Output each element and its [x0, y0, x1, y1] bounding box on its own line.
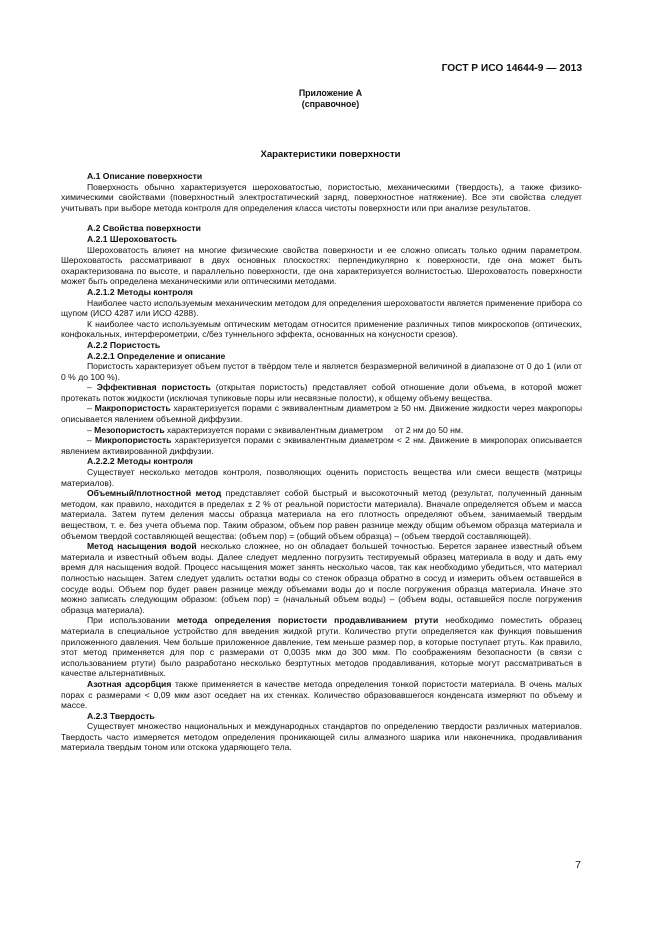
paragraph-a1: Поверхность обычно характеризуется шероховатостью, пористостью, механическими (твердость), а также физико-химическими свойствами (поверхностный электростатический заряд, поверхностное натяжение). Все эти свойства следует учитывать при выборе метода контроля для определения класса чистоты поверхности или при анализе результатов. [61, 181, 582, 213]
annex-title: Приложение А [298, 88, 363, 98]
paragraph-nitrogen-adsorption [61, 679, 582, 711]
term-microporosity: Микропористость [94, 435, 172, 446]
paragraph-volumetric-method [61, 488, 582, 541]
section-heading-a21: А.2.1 Шероховатость [87, 233, 177, 244]
document-body [61, 171, 582, 753]
term-macroporosity: Макропористость [94, 403, 171, 414]
term-volumetric-method: Объемный/плотностной метод [87, 488, 222, 499]
paragraph-a212-1: Наиболее часто используемым механическим методом для определения шероховатости является применение прибора со щупом (ИСО 4287 или ИСО 4288). [61, 297, 582, 319]
paragraph-microporosity [61, 435, 582, 456]
section-heading-a22: А.2.2 Пористость [87, 339, 161, 350]
text-mesoporosity: характеризуется порами с эквивалентным диаметром от 2 нм до 50 нм. [164, 424, 464, 435]
text-microporosity: характеризуется порами с эквивалентным диаметром < 2 нм. Движение в микропорах описывается явлением активированной диффузии. [61, 435, 582, 456]
paragraph-a21: Шероховатость влияет на многие физические свойства поверхности и ее сложно описать только одним параметром. Шероховатость рассматривают в двух основных плоскостях: перпендикулярно к поверхности, где она может быть охарактеризована по высоте, и параллельно поверхности, где она характеризуется волнистостью. Шероховатость поверхности может быть определена механическими или оптическими методами. [61, 244, 582, 287]
section-heading-a1: А.1 Описание поверхности [87, 171, 203, 181]
term-nitrogen-adsorption: Азотная адсорбция [87, 678, 172, 689]
section-heading-a222: А.2.2.2 Методы контроля [87, 456, 193, 467]
section-heading-a2: А.2 Свойства поверхности [87, 223, 201, 234]
paragraph-a23: Существует множество национальных и международных стандартов по определению твердости различных материалов. Твердость часто измеряется методом определения проникающей силы алмазного шарика или наконечника, продавливания материала твердым тоном или отскока ударяющего тела. [61, 721, 582, 753]
section-heading-a23: А.2.3 Твердость [87, 710, 155, 721]
paragraph-mercury-method [61, 615, 582, 679]
annex-subtitle: (справочное) [301, 99, 360, 109]
text-water-saturation: несколько сложнее, но он обладает большей точностью. Берется заранее известный объем материала и известный объем воды. Далее следует медленно погрузить тестируемый образец материала в воду и дать ему время для насыщения водой. Процесс насыщения может занять несколько часов, так как необходимо убедиться, что материал полностью насыщен. Затем следует удалить остатки воды со стенок образца обратно в сосуд и измерить объем оставшейся в сосуде воды. Объем пор будет равен разнице между объемами воды до и после погружения образца материала. Иначе это можно записать следующим образом: (объем пор) = (начальный объем воды) – (объем воды, оставшейся после погружения образца материала). [61, 541, 583, 615]
text-mercury-pre: При использовании [87, 615, 177, 626]
text-volumetric-method: представляет собой быстрый и высокоточный метод (результат, полученный данным методом, как правило, находится в пределах ± 2 % от реальной пористости материала). Вначале определяется объем и масса материала. Затем путем деления массы образца материала на его плотность определяют объем, занимаемый твердым веществом, т. е. без учета объема пор. Таким образом, объем пор равен разнице между общим объемом образца материала и объемом твердой составляющей вещества: (объем пор) = (общий объем образца) – (объем твердой составляющей). [61, 488, 582, 541]
paragraph-water-saturation [61, 541, 582, 615]
document-code: ГОСТ Р ИСО 14644-9 — 2013 [441, 63, 582, 74]
paragraph-macroporosity [61, 403, 582, 424]
text-mercury-method: необходимо поместить образец материала в специальное устройство для введения жидкой ртути. Количество ртути определяется как функция повышения приложенного давления. Чем больше приложенное давление, тем меньше размер пор, в которые поступает ртуть. Как правило, этот метод применяется для пор с размерами от 0,0035 мкм до 300 мкм. По соображениям безопасности (в связи с использованием ртути) было разработано несколько безртутных методов продавливания, которые могут рассматриваться в качестве альтернативных. [61, 615, 582, 679]
paragraph-a222-1: Существует несколько методов контроля, позволяющих оценить пористость вещества или смеси веществ (матрицы материалов). [61, 467, 582, 488]
section-heading-a212: А.2.1.2 Методы контроля [87, 286, 193, 297]
section-heading-a221: А.2.2.1 Определение и описание [87, 350, 226, 361]
term-effective-porosity: Эффективная пористость [96, 382, 211, 393]
dash: – [87, 424, 95, 435]
term-mesoporosity: Мезопористость [94, 424, 165, 435]
paragraph-a212-2: К наиболее часто используемым оптическим методам относится применение различных типов микроскопов (оптических, конфокальных, интерферометрии, с/без туннельного эффекта, основанных на конусности срезов). [61, 318, 582, 340]
main-title: Характеристики поверхности [260, 149, 401, 160]
dash: – [87, 382, 97, 393]
term-mercury-method: метода определения пористости продавливанием ртути [176, 615, 439, 626]
annex-heading [0, 88, 661, 110]
paragraph-mesoporosity [61, 425, 582, 436]
paragraph-a221-1: Пористость характеризует объем пустот в твёрдом теле и является безразмерной величиной в диапазоне от 0 до 1 (или от 0 % до 100 %). [61, 361, 582, 382]
paragraph-effective-porosity [61, 382, 582, 403]
term-water-saturation: Метод насыщения водой [87, 541, 197, 552]
dash: – [87, 403, 95, 414]
text-effective-porosity: (открытая пористость) представляет собой отношение доли объема, в которой может протекать поток жидкости (исключая тупиковые поры или несвязные полости), к общему объему вещества. [61, 382, 582, 403]
dash: – [87, 435, 95, 446]
text-macroporosity: характеризуется порами с эквивалентным диаметром ≥ 50 нм. Движение жидкости через макропоры описывается явлением объемной диффузии. [61, 403, 582, 425]
text-nitrogen-adsorption: также применяется в качестве метода определения тонкой пористости материала. В очень малых порах с размерами < 0,09 мкм азот оседает на их стенках. Количество образовавшегося конденсата измеряют по объему и массе. [61, 678, 582, 711]
page-number: 7 [575, 859, 581, 871]
